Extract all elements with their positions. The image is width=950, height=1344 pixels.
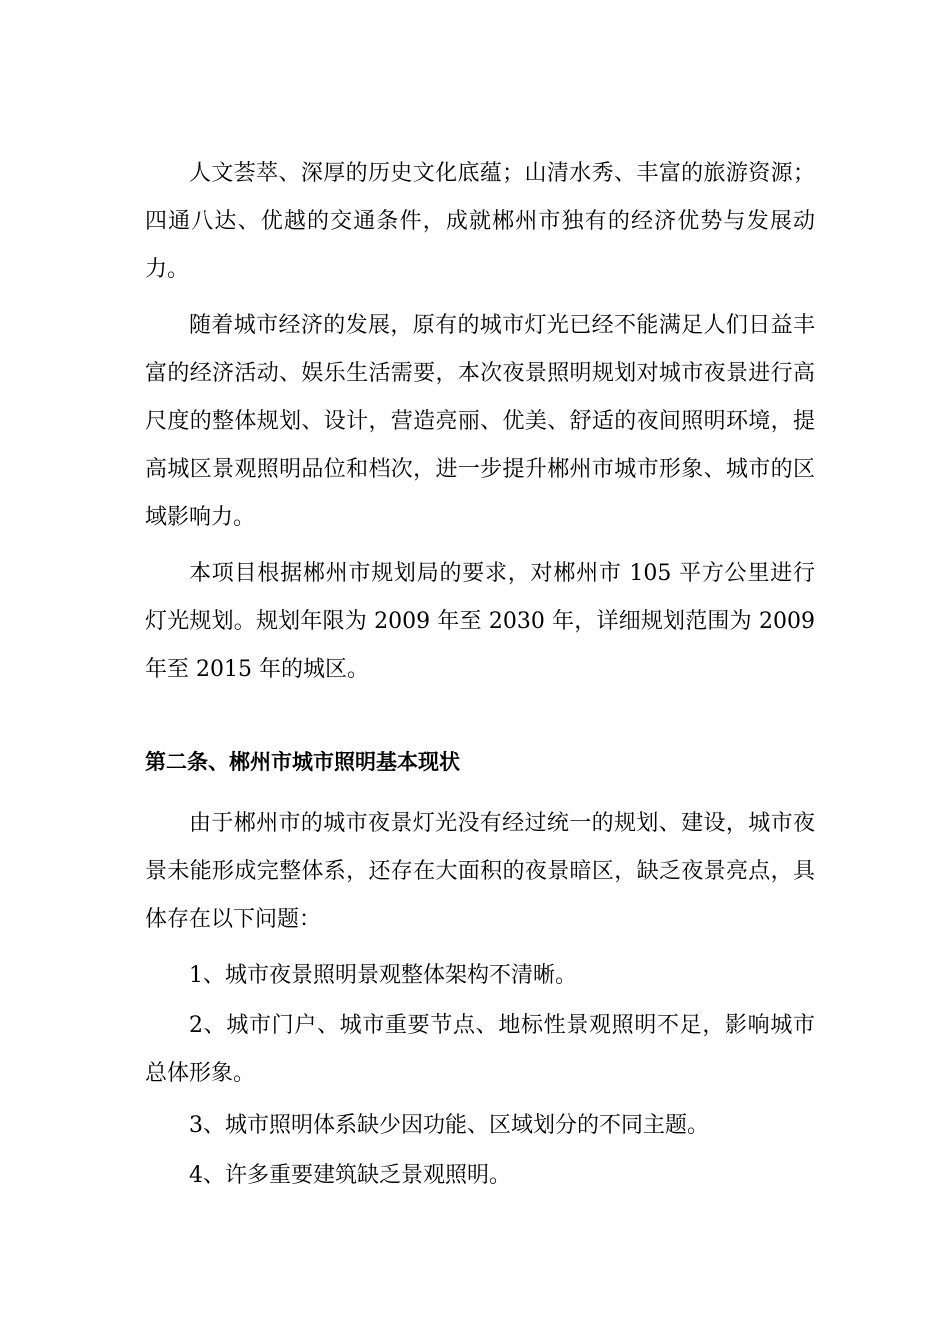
issue-item-1: 1、城市夜景照明景观整体架构不清晰。 — [189, 963, 577, 988]
intro-paragraph: 人文荟萃、深厚的历史文化底蕴；山清水秀、丰富的旅游资源；四通八达、优越的交通条件，成就郴州市独有的经济优势与发展动力。 — [145, 161, 815, 282]
section-heading: 第二条、郴州市城市照明基本现状 — [145, 750, 460, 774]
background-paragraph: 随着城市经济的发展，原有的城市灯光已经不能满足人们日益丰富的经济活动、娱乐生活需要，本次夜景照明规划对城市夜景进行高尺度的整体规划、设计，营造亮丽、优美、舒适的夜间照明环境，提高城区景观照明品位和档次，进一步提升郴州市城市形象、城市的区域影响力。 — [145, 313, 815, 530]
issue-item-4: 4、许多重要建筑缺乏景观照明。 — [189, 1163, 511, 1188]
issue-item-2: 2、城市门户、城市重要节点、地标性景观照明不足，影响城市总体形象。 — [145, 1013, 815, 1086]
status-paragraph: 由于郴州市的城市夜景灯光没有经过统一的规划、建设，城市夜景未能形成完整体系，还存在大面积的夜景暗区，缺乏夜景亮点，具体存在以下问题： — [145, 811, 815, 932]
scope-paragraph: 本项目根据郴州市规划局的要求，对郴州市 105 平方公里进行灯光规划。规划年限为 2009 年至 2030 年，详细规划范围为 2009 年至 2015 年的城区。 — [145, 561, 815, 682]
issue-item-3: 3、城市照明体系缺少因功能、区域划分的不同主题。 — [189, 1113, 709, 1138]
